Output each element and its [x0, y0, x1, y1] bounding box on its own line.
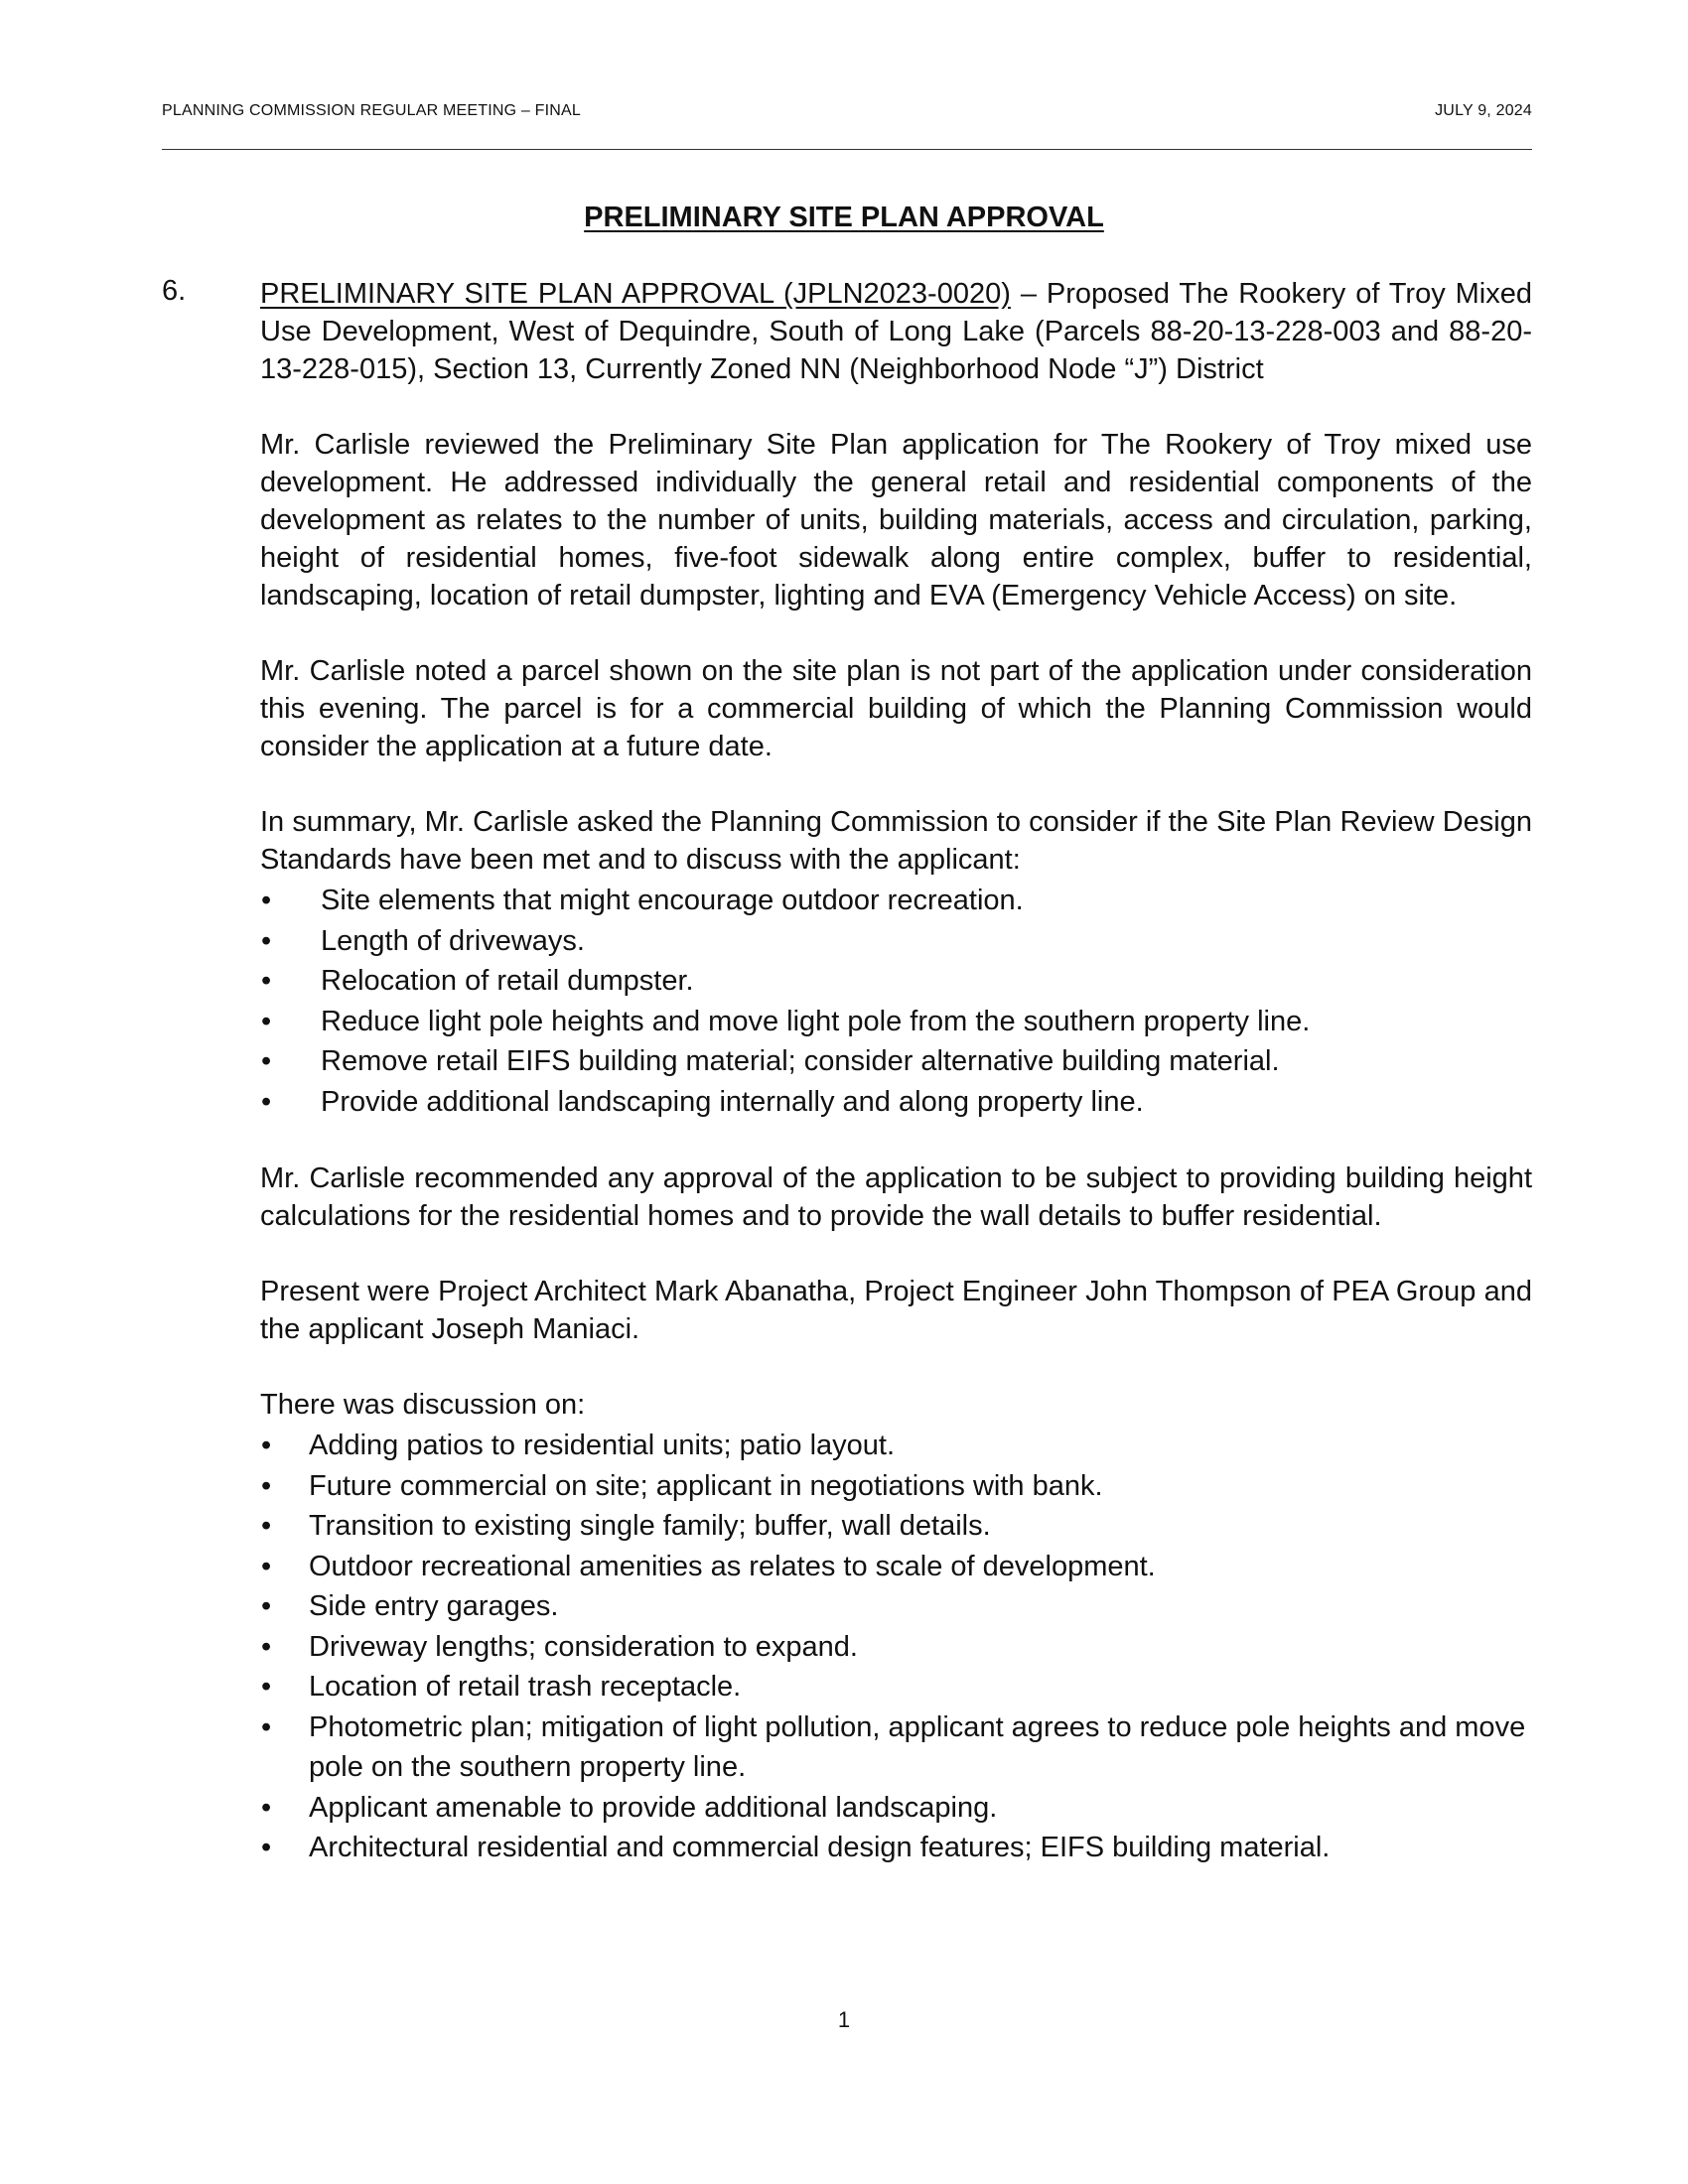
paragraph-recommendation: Mr. Carlisle recommended any approval of the application to be subject to providing building height calculations for the residential homes and to provide the wall details to buffer residential.	[260, 1162, 1532, 1232]
list-item: • Outdoor recreational amenities as relates to scale of development.	[260, 1547, 1532, 1587]
list-item: • Applicant amenable to provide additional landscaping.	[260, 1788, 1532, 1829]
paragraph-summary: In summary, Mr. Carlisle asked the Planning Commission to consider if the Site Plan Review Design Standards have been met and to discuss with the applicant:	[260, 806, 1532, 876]
paragraph-discussion-intro: There was discussion on:	[260, 1389, 586, 1421]
list-item: • Location of retail trash receptacle.	[260, 1667, 1532, 1707]
item-content	[260, 275, 1532, 1868]
list-item: • Relocation of retail dumpster.	[260, 961, 1532, 1002]
item-heading-description: – Proposed The Rookery of Troy Mixed Use Development, West of Dequindre, South of Long Lake (Parcels 88-20-13-228-003 and 88-20-13-228-015), Section 13, Currently Zoned NN (Neighborhood Node “J”) District	[260, 278, 1533, 385]
item-heading	[260, 275, 1532, 388]
list-item: • Driveway lengths; consideration to expand.	[260, 1627, 1532, 1668]
list-item: • Length of driveways.	[260, 921, 1532, 962]
discussion-list	[260, 1426, 1532, 1868]
list-item: • Side entry garages.	[260, 1586, 1532, 1627]
item-heading-link: PRELIMINARY SITE PLAN APPROVAL (JPLN2023-0020)	[260, 278, 1011, 310]
summary-list	[260, 881, 1532, 1122]
paragraph-review: Mr. Carlisle reviewed the Preliminary Site Plan application for The Rookery of Troy mixed use development. He addressed individually the general retail and residential components of the development as relates to the number of units, building materials, access and circulation, parking, height of residential homes, five-foot sidewalk along entire complex, buffer to residential, landscaping, location of retail dumpster, lighting and EVA (Emergency Vehicle Access) on site.	[260, 429, 1532, 612]
list-item: • Photometric plan; mitigation of light pollution, applicant agrees to reduce pole heights and move pole on the southern property line.	[260, 1707, 1532, 1788]
header-divider	[162, 149, 1532, 150]
list-item: • Site elements that might encourage outdoor recreation.	[260, 881, 1532, 921]
page-number: 1	[837, 2007, 851, 2032]
list-item: • Future commercial on site; applicant in negotiations with bank.	[260, 1466, 1532, 1507]
list-item: • Architectural residential and commercial design features; EIFS building material.	[260, 1828, 1532, 1868]
item-number: 6.	[162, 275, 187, 307]
list-item: • Provide additional landscaping internally and along property line.	[260, 1082, 1532, 1123]
list-item: • Reduce light pole heights and move light pole from the southern property line.	[260, 1002, 1532, 1042]
header-meeting-title: PLANNING COMMISSION REGULAR MEETING – FINAL	[162, 102, 581, 119]
header-date: JULY 9, 2024	[1435, 102, 1532, 119]
list-item: • Remove retail EIFS building material; consider alternative building material.	[260, 1041, 1532, 1082]
list-item: • Transition to existing single family; buffer, wall details.	[260, 1506, 1532, 1547]
list-item: • Adding patios to residential units; patio layout.	[260, 1426, 1532, 1466]
section-title: PRELIMINARY SITE PLAN APPROVAL	[584, 202, 1104, 233]
paragraph-parcel-note: Mr. Carlisle noted a parcel shown on the site plan is not part of the application under consideration this evening. The parcel is for a commercial building of which the Planning Commission would consider the application at a future date.	[260, 655, 1532, 762]
paragraph-attendees: Present were Project Architect Mark Abanatha, Project Engineer John Thompson of PEA Group and the applicant Joseph Maniaci.	[260, 1276, 1532, 1345]
